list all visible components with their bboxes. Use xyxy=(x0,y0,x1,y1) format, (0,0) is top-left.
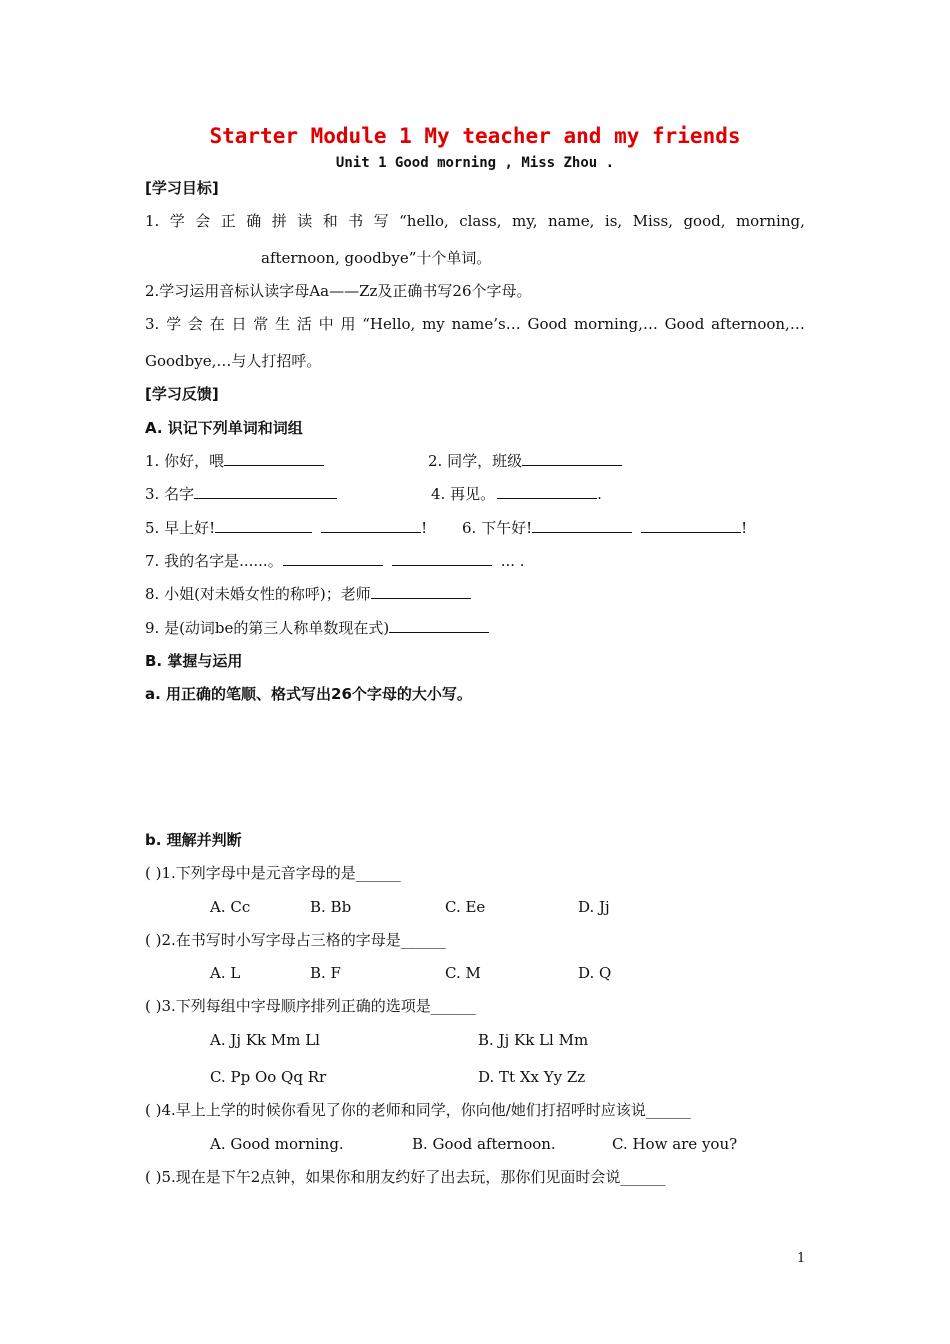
question-4-text: 早上上学的时候你看见了你的老师和同学，你向他/她们打招呼时应该说______ xyxy=(175,1101,691,1119)
question-2-number[interactable]: ( )2. xyxy=(145,931,176,949)
page-number: 1 xyxy=(797,1251,806,1266)
goal-item-1-word: 书 xyxy=(348,212,364,230)
goal-item-2: 2.学习运用音标认读字母Aa——Zz及正确书写26个字母。 xyxy=(145,282,532,300)
page-subtitle: Unit 1 Good morning , Miss Zhou . xyxy=(335,155,615,171)
goal-item-3-word: 3. xyxy=(145,315,160,333)
goal-item-3 xyxy=(145,314,805,334)
question-1-number[interactable]: ( )1. xyxy=(145,864,176,882)
goal-item-1-word: name, xyxy=(547,212,595,230)
question-3-option-a[interactable]: A. Jj Kk Mm Ll xyxy=(210,1031,320,1049)
goal-item-3-word: “Hello, xyxy=(362,315,416,333)
question-1-text: 下列字母中是元音字母的是______ xyxy=(175,864,401,882)
goal-item-3-word: Good xyxy=(527,315,568,333)
goal-item-1-word: 拼 xyxy=(271,212,287,230)
question-4 xyxy=(145,1100,691,1120)
answer-blank[interactable] xyxy=(194,484,337,499)
goal-item-3-word: morning,… xyxy=(573,315,658,333)
question-1-option-c[interactable]: C. Ee xyxy=(445,898,486,916)
vocab-item-1-label: 1. 你好，喂 xyxy=(145,452,225,470)
question-5-text: 现在是下午2点钟，如果你和朋友约好了出去玩，那你们见面时会说______ xyxy=(175,1168,666,1186)
vocab-item-2-label: 2. 同学，班级 xyxy=(428,452,523,470)
goal-item-1-word: class, xyxy=(459,212,502,230)
answer-blank[interactable] xyxy=(497,484,597,499)
goal-item-1-word: 会 xyxy=(195,212,211,230)
question-1 xyxy=(145,863,401,883)
question-2-text: 在书写时小写字母占三格的字母是______ xyxy=(175,931,446,949)
vocab-item-4-label: 4. 再见。 xyxy=(431,485,496,503)
vocab-item-7 xyxy=(145,551,525,571)
goal-item-3-word: Good xyxy=(664,315,705,333)
question-3-number[interactable]: ( )3. xyxy=(145,997,176,1015)
goal-item-3-word: 在 xyxy=(209,315,225,333)
goal-item-1-word: my, xyxy=(512,212,538,230)
section-b-heading: B. 掌握与运用 xyxy=(145,652,243,670)
goal-item-1-word: Miss, xyxy=(632,212,673,230)
goal-item-1-word: 写 xyxy=(373,212,389,230)
answer-blank[interactable] xyxy=(641,518,741,533)
goal-item-1-word: 正 xyxy=(220,212,236,230)
goal-item-3-line-2: Goodbye,…与人打招呼。 xyxy=(145,352,322,370)
question-3-text: 下列每组中字母顺序排列正确的选项是______ xyxy=(175,997,476,1015)
question-5-number[interactable]: ( )5. xyxy=(145,1168,176,1186)
vocab-item-4 xyxy=(431,484,602,504)
goal-item-1-word: “hello, xyxy=(399,212,449,230)
goal-item-3-word: 日 xyxy=(231,315,247,333)
question-4-option-b[interactable]: B. Good afternoon. xyxy=(412,1135,556,1153)
goal-item-1-word: morning, xyxy=(735,212,805,230)
vocab-item-3 xyxy=(145,484,337,504)
question-5 xyxy=(145,1167,665,1187)
feedback-heading: [学习反馈] xyxy=(145,385,219,403)
answer-blank[interactable] xyxy=(532,518,632,533)
page-title: Starter Module 1 My teacher and my friends xyxy=(209,124,741,148)
section-a-heading: A. 识记下列单词和词组 xyxy=(145,419,303,437)
vocab-item-9-label: 9. 是(动词be的第三人称单数现在式) xyxy=(145,619,390,637)
vocab-item-6 xyxy=(462,518,747,538)
goal-item-3-word: my xyxy=(422,315,445,333)
goal-item-1-word: 确 xyxy=(246,212,262,230)
question-2 xyxy=(145,930,446,950)
goal-item-1-word: is, xyxy=(604,212,623,230)
question-1-option-a[interactable]: A. Cc xyxy=(210,898,251,916)
question-1-option-b[interactable]: B. Bb xyxy=(310,898,352,916)
vocab-item-5-label: 5. 早上好! xyxy=(145,519,216,537)
vocab-item-6-end: ! xyxy=(741,519,748,537)
answer-blank[interactable] xyxy=(392,551,492,566)
vocab-item-2 xyxy=(428,451,622,471)
goal-item-1 xyxy=(145,211,805,231)
question-2-option-c[interactable]: C. M xyxy=(445,964,481,982)
goal-item-1-word: 和 xyxy=(322,212,338,230)
goal-item-1-line-2: afternoon, goodbye”十个单词。 xyxy=(261,249,492,267)
vocab-item-3-label: 3. 名字 xyxy=(145,485,195,503)
question-4-option-c[interactable]: C. How are you? xyxy=(612,1135,738,1153)
question-3-option-d[interactable]: D. Tt Xx Yy Zz xyxy=(478,1068,586,1086)
answer-blank[interactable] xyxy=(215,518,312,533)
goal-item-1-word: 读 xyxy=(297,212,313,230)
goal-item-3-word: 学 xyxy=(166,315,182,333)
question-2-option-b[interactable]: B. F xyxy=(310,964,341,982)
vocab-item-8-label: 8. 小姐(对未婚女性的称呼)；老师 xyxy=(145,585,371,603)
vocab-item-7-label: 7. 我的名字是......。 xyxy=(145,552,283,570)
vocab-item-8 xyxy=(145,584,471,604)
question-1-option-d[interactable]: D. Jj xyxy=(578,898,610,916)
goal-item-1-word: good, xyxy=(683,212,726,230)
vocab-item-5-end: ! xyxy=(421,519,428,537)
question-3 xyxy=(145,996,476,1016)
goal-item-3-word: 会 xyxy=(187,315,203,333)
answer-blank[interactable] xyxy=(321,518,421,533)
goal-item-3-word: 中 xyxy=(318,315,334,333)
vocab-item-9 xyxy=(145,618,489,638)
question-3-option-b[interactable]: B. Jj Kk Ll Mm xyxy=(478,1031,589,1049)
vocab-item-4-end: . xyxy=(597,485,602,503)
question-4-option-a[interactable]: A. Good morning. xyxy=(210,1135,344,1153)
answer-blank[interactable] xyxy=(389,618,489,633)
goal-item-3-word: 活 xyxy=(296,315,312,333)
vocab-item-5 xyxy=(145,518,427,538)
goal-item-3-word: 用 xyxy=(340,315,356,333)
part-b-heading: b. 理解并判断 xyxy=(145,831,242,849)
goal-item-3-word: afternoon,… xyxy=(711,315,805,333)
goal-item-3-word: 生 xyxy=(275,315,291,333)
vocab-item-7-end: ... . xyxy=(500,552,525,570)
answer-blank[interactable] xyxy=(522,451,622,466)
part-a-instruction: a. 用正确的笔顺、格式写出26个字母的大小写。 xyxy=(145,685,472,703)
answer-blank[interactable] xyxy=(224,451,324,466)
question-4-number[interactable]: ( )4. xyxy=(145,1101,176,1119)
goal-item-3-word: 常 xyxy=(253,315,269,333)
vocab-item-1 xyxy=(145,451,324,471)
goal-item-1-word: 1. xyxy=(145,212,160,230)
goal-item-3-word: name’s… xyxy=(451,315,521,333)
answer-blank[interactable] xyxy=(371,584,471,599)
vocab-item-6-label: 6. 下午好! xyxy=(462,519,533,537)
question-2-option-a[interactable]: A. L xyxy=(210,964,241,982)
answer-blank[interactable] xyxy=(283,551,383,566)
question-2-option-d[interactable]: D. Q xyxy=(578,964,612,982)
question-3-option-c[interactable]: C. Pp Oo Qq Rr xyxy=(210,1068,327,1086)
goal-item-1-word: 学 xyxy=(169,212,185,230)
goals-heading: [学习目标] xyxy=(145,179,219,197)
